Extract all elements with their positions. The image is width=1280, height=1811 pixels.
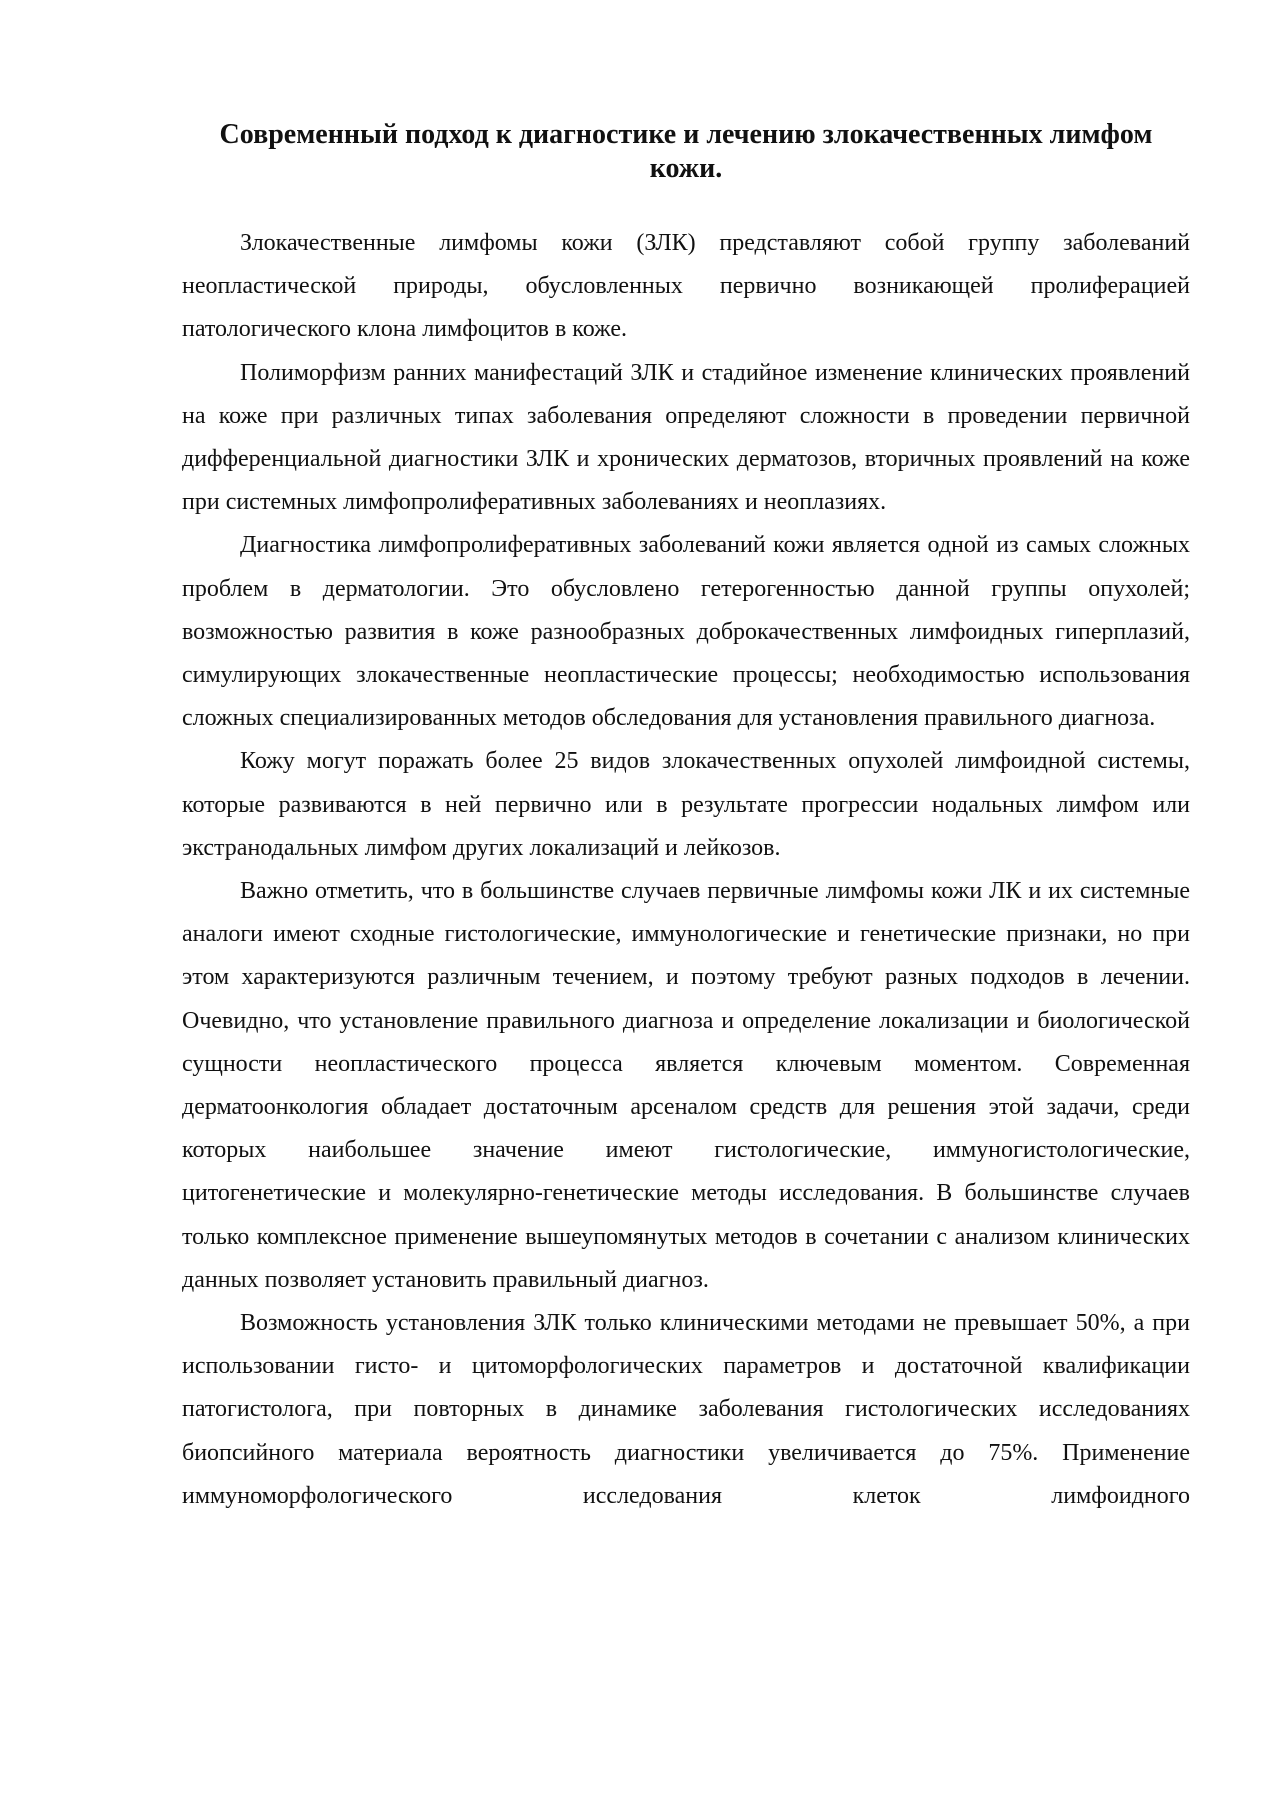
document-title: Современный подход к диагностике и лечению злокачественных лимфом кожи. (219, 119, 1153, 184)
paragraph-tumor-types: Кожу могут поражать более 25 видов злокачественных опухолей лимфоидной системы, которые развиваются в ней первично или в результате прогрессии нодальных лимфом или экстранодальных лимфом других локализаций и лейкозов. (182, 748, 1190, 861)
paragraph-methods: Важно отметить, что в большинстве случаев первичные лимфомы кожи ЛК и их системные аналоги имеют сходные гистологические, иммунологические и генетические признаки, но при этом характеризуются различным течением, и поэтому требуют разных подходов в лечении. Очевидно, что установление правильного диагноза и определение локализации и биологической сущности неопластического процесса является ключевым моментом. Современная дерматоонкология обладает достаточным арсеналом средств для решения этой задачи, среди которых наибольшее значение имеют гистологические, иммуногистологические, цитогенетические и молекулярно-генетические методы исследования. В большинстве случаев только комплексное применение вышеупомянутых методов в сочетании с анализом клинических данных позволяет установить правильный диагноз. (182, 878, 1190, 1293)
paragraph-intro: Злокачественные лимфомы кожи (ЗЛК) представляют собой группу заболеваний неопластической природы, обусловленных первично возникающей пролиферацией патологического клона лимфоцитов в коже. (182, 230, 1190, 343)
paragraph-clinical-accuracy: Возможность установления ЗЛК только клиническими методами не превышает 50%, а при использовании гисто- и цитоморфологических параметров и достаточной квалификации патогистолога, при повторных в динамике заболевания гистологических исследованиях биопсийного материала вероятность диагностики увеличивается до 75%. Применение иммуноморфологического исследования клеток лимфоидного (182, 1310, 1190, 1509)
paragraph-diagnostics: Диагностика лимфопролиферативных заболеваний кожи является одной из самых сложных проблем в дерматологии. Это обусловлено гетерогенностью данной группы опухолей; возможностью развития в коже разнообразных доброкачественных лимфоидных гиперплазий, симулирующих злокачественные неопластические процессы; необходимостью использования сложных специализированных методов обследования для установления правильного диагноза. (182, 532, 1190, 732)
document-body (182, 118, 1190, 1518)
paragraph-polymorphism: Полиморфизм ранних манифестаций ЗЛК и стадийное изменение клинических проявлений на коже при различных типах заболевания определяют сложности в проведении первичной дифференциальной диагностики ЗЛК и хронических дерматозов, вторичных проявлений на коже при системных лимфопролиферативных заболеваниях и неоплазиях. (182, 359, 1190, 516)
